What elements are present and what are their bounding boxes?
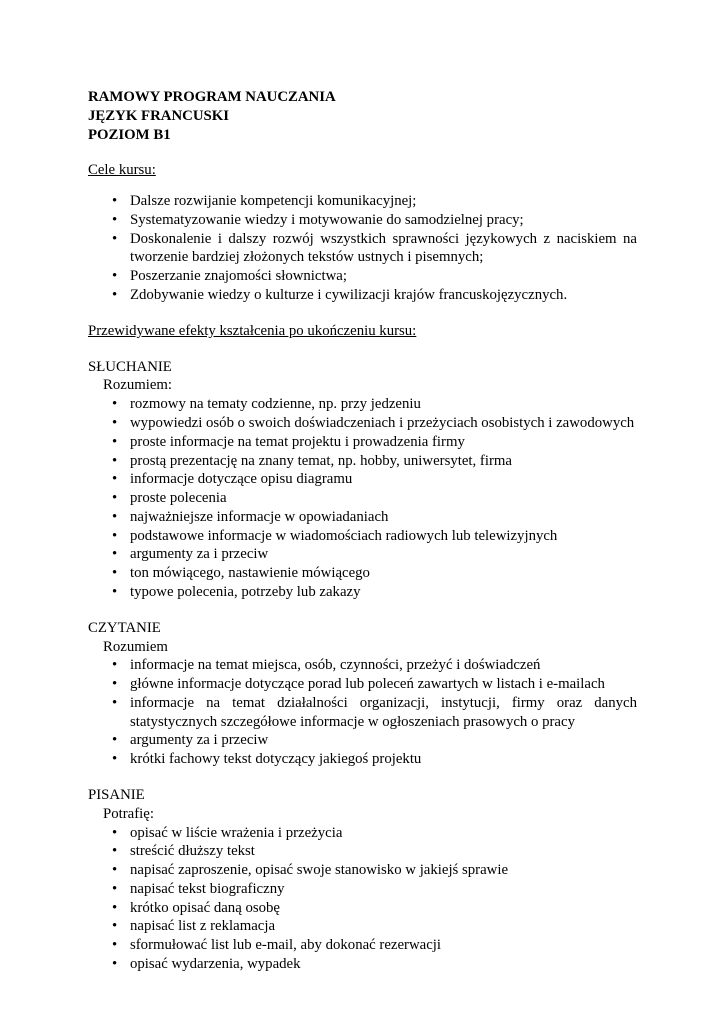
section-subtitle: Rozumiem: [103, 638, 168, 655]
bullet-icon: •: [112, 546, 118, 563]
list-item: [112, 395, 637, 414]
list-item: [112, 694, 637, 732]
list-item-text: prostą prezentację na znany temat, np. hobby, uniwersytet, firma: [130, 452, 512, 469]
list-item-text: napisać tekst biograficzny: [130, 880, 285, 897]
list-item: [112, 564, 637, 583]
list-item: [112, 917, 637, 936]
section-pisanie: [88, 786, 637, 974]
list-item: [112, 508, 637, 527]
list-item-text: argumenty za i przeciw: [130, 546, 269, 563]
list-item: [112, 414, 637, 433]
list-item-text: informacje na temat miejsca, osób, czynności, przeżyć i doświadczeń: [130, 657, 541, 674]
bullet-icon: •: [112, 583, 118, 600]
list-item-text: Doskonalenie i dalszy rozwój wszystkich sprawności językowych z naciskiem na tworzenie bardziej złożonych tekstów ustnych i pisemnych;: [130, 230, 637, 266]
list-item: [112, 955, 637, 974]
list-item-text: krótko opisać daną osobę: [130, 899, 280, 916]
bullet-icon: •: [112, 414, 118, 431]
list-item: [112, 286, 637, 305]
document-title-line-1: RAMOWY PROGRAM NAUCZANIA: [88, 89, 336, 105]
list-item-text: Zdobywanie wiedzy o kulturze i cywilizacji krajów francuskojęzycznych.: [130, 287, 568, 304]
list-item: [112, 656, 637, 675]
list-item-text: Poszerzanie znajomości słownictwa;: [130, 268, 347, 285]
list-item: [112, 545, 637, 564]
list-item: [112, 470, 637, 489]
list-item: [112, 527, 637, 546]
bullet-icon: •: [112, 471, 118, 488]
bullet-icon: •: [112, 824, 118, 841]
section-subtitle: Potrafię:: [103, 805, 154, 822]
bullet-icon: •: [112, 657, 118, 674]
section-subtitle: Rozumiem:: [103, 377, 173, 394]
bullet-icon: •: [112, 490, 118, 507]
list-item: [112, 433, 637, 452]
bullet-icon: •: [112, 918, 118, 935]
list-item: [112, 267, 637, 286]
section-sluchanie: [88, 358, 637, 602]
list-item-text: opisać wydarzenia, wypadek: [130, 956, 301, 973]
bullet-icon: •: [112, 843, 118, 860]
list-item-text: Systematyzowanie wiedzy i motywowanie do samodzielnej pracy;: [130, 211, 524, 228]
bullet-icon: •: [112, 211, 118, 228]
bullet-icon: •: [112, 862, 118, 879]
bullet-icon: •: [112, 193, 118, 210]
section-heading: SŁUCHANIE: [88, 358, 172, 375]
bullet-icon: •: [112, 880, 118, 897]
list-item-text: główne informacje dotyczące porad lub poleceń zawartych w listach i e-mailach: [130, 676, 605, 693]
bullet-icon: •: [112, 396, 118, 413]
section-czytanie: [88, 619, 637, 769]
list-item-text: informacje dotyczące opisu diagramu: [130, 471, 353, 488]
list-item: [112, 675, 637, 694]
list-item-text: napisać zaproszenie, opisać swoje stanowisko w jakiejś sprawie: [130, 862, 509, 879]
list-item: [112, 842, 637, 861]
list-item: [112, 489, 637, 508]
list-item-text: argumenty za i przeciw: [130, 732, 269, 749]
list-item-text: proste informacje na temat projektu i prowadzenia firmy: [130, 433, 465, 450]
list-item-text: streścić dłuższy tekst: [130, 843, 255, 860]
section-heading: CZYTANIE: [88, 619, 161, 636]
document-title-block: [88, 88, 637, 144]
bullet-icon: •: [112, 508, 118, 525]
list-item-text: wypowiedzi osób o swoich doświadczeniach i przeżyciach osobistych i zawodowych: [130, 414, 635, 431]
effects-heading: Przewidywane efekty kształcenia po ukończeniu kursu:: [88, 322, 417, 339]
list-item: [112, 192, 637, 211]
list-item-text: typowe polecenia, potrzeby lub zakazy: [130, 583, 361, 600]
document-title-line-3: POZIOM B1: [88, 126, 171, 143]
list-item: [112, 861, 637, 880]
section-list: [88, 395, 637, 602]
list-item: [112, 731, 637, 750]
section-heading: PISANIE: [88, 787, 145, 803]
list-item-text: podstawowe informacje w wiadomościach radiowych lub telewizyjnych: [130, 527, 558, 544]
list-item: [112, 824, 637, 843]
bullet-icon: •: [112, 527, 118, 544]
bullet-icon: •: [112, 899, 118, 916]
bullet-icon: •: [112, 268, 118, 285]
list-item: [112, 880, 637, 899]
bullet-icon: •: [112, 751, 118, 768]
list-item-text: sformułować list lub e-mail, aby dokonać rezerwacji: [130, 937, 442, 954]
bullet-icon: •: [112, 287, 118, 304]
list-item-text: proste polecenia: [130, 490, 227, 507]
goals-list: [88, 192, 637, 305]
list-item: [112, 452, 637, 471]
bullet-icon: •: [112, 230, 118, 247]
bullet-icon: •: [112, 732, 118, 749]
document-title-line-2: JĘZYK FRANCUSKI: [88, 107, 229, 124]
section-list: [88, 824, 637, 974]
list-item-text: krótki fachowy tekst dotyczący jakiegoś projektu: [130, 751, 422, 768]
list-item-text: ton mówiącego, nastawienie mówiącego: [130, 565, 370, 582]
list-item: [112, 899, 637, 918]
bullet-icon: •: [112, 676, 118, 693]
list-item: [112, 936, 637, 955]
list-item: [112, 583, 637, 602]
list-item-text: napisać list z reklamacja: [130, 918, 276, 935]
bullet-icon: •: [112, 937, 118, 954]
list-item-text: najważniejsze informacje w opowiadaniach: [130, 508, 389, 525]
bullet-icon: •: [112, 452, 118, 469]
list-item-text: informacje na temat działalności organizacji, instytucji, firmy oraz danych statystycznych szczegółowe informacje w ogłoszeniach prasowych o pracy: [130, 694, 637, 730]
bullet-icon: •: [112, 433, 118, 450]
goals-heading: Cele kursu:: [88, 162, 156, 179]
list-item-text: opisać w liście wrażenia i przeżycia: [130, 824, 343, 841]
section-list: [88, 656, 637, 769]
list-item-text: rozmowy na tematy codzienne, np. przy jedzeniu: [130, 396, 421, 413]
list-item: [112, 230, 637, 268]
list-item: [112, 211, 637, 230]
list-item: [112, 750, 637, 769]
bullet-icon: •: [112, 956, 118, 973]
bullet-icon: •: [112, 565, 118, 582]
list-item-text: Dalsze rozwijanie kompetencji komunikacyjnej;: [130, 193, 417, 210]
bullet-icon: •: [112, 694, 118, 711]
